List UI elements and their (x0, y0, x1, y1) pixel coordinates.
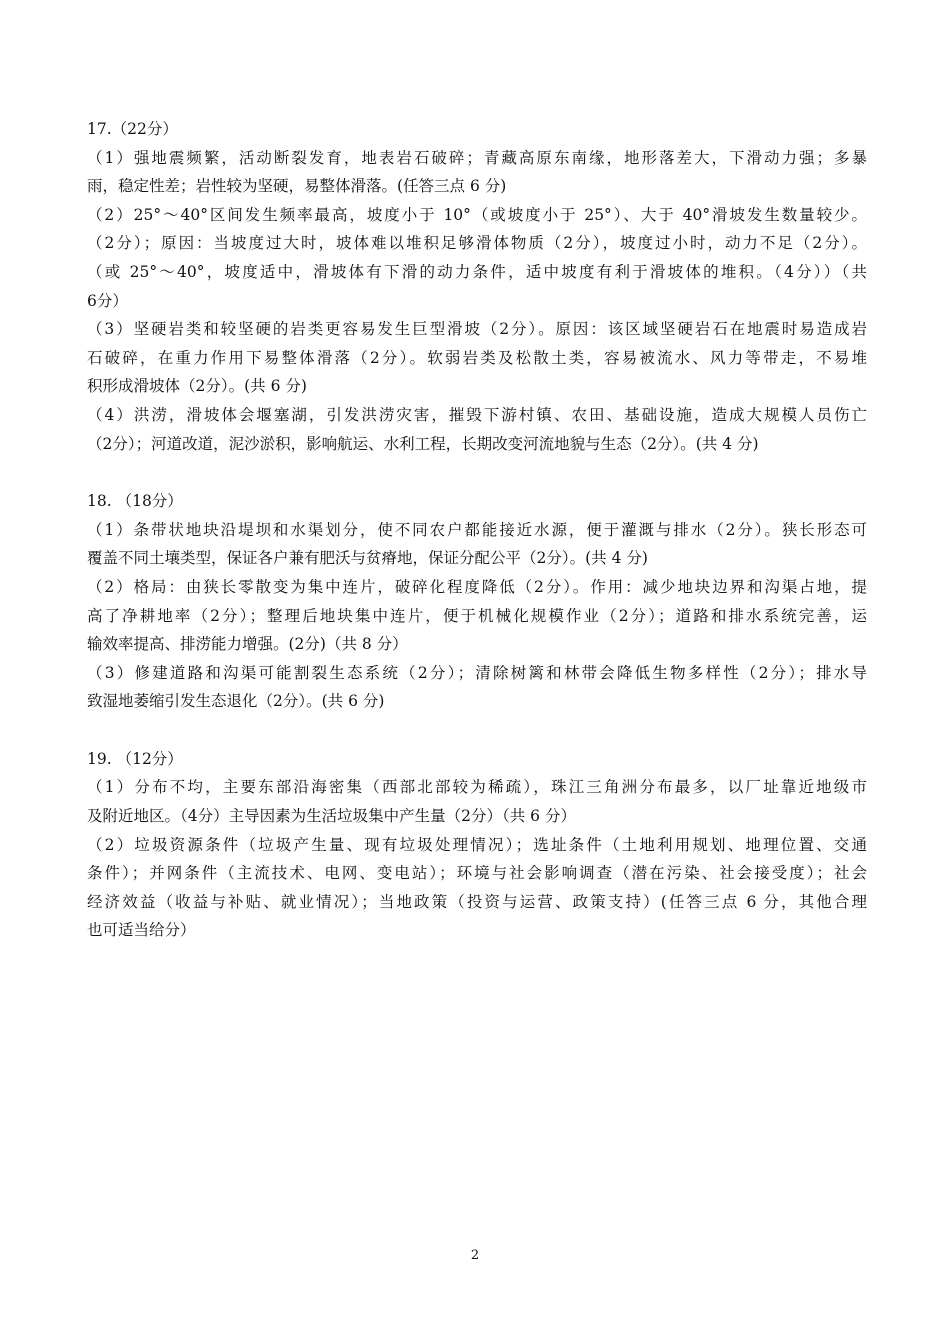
text-line: （1）条带状地块沿堤坝和水渠划分，使不同农户都能接近水源，便于灌溉与排水（2分）。狭长形态可 (87, 520, 867, 539)
text-line: 经济效益（收益与补贴、就业情况）；当地政策（投资与运营、政策支持）(任答三点 6 分，其他合理 (87, 892, 867, 911)
answer-paragraph (87, 516, 867, 573)
text-line: 高了净耕地率（2分）；整理后地块集中连片，便于机械化规模作业（2分）；道路和排水系统完善，运 (87, 606, 867, 625)
page-number: 2 (470, 1248, 480, 1263)
spacer (87, 458, 867, 487)
text-line: 石破碎，在重力作用下易整体滑落（2分）。软弱岩类及松散土类，容易被流水、风力等带走，不易堆 (87, 348, 867, 367)
answer-paragraph (87, 201, 867, 315)
text-line: 也可适当给分） (87, 921, 196, 940)
text-line: （2）格局：由狭长零散变为集中连片，破碎化程度降低（2分）。作用：减少地块边界和沟渠占地，提 (87, 577, 867, 596)
question-17 (87, 115, 867, 458)
text-line: （2）垃圾资源条件（垃圾产生量、现有垃圾处理情况）；选址条件（土地利用规划、地理位置、交通 (87, 835, 867, 854)
text-line: 条件）；并网条件（主流技术、电网、变电站）；环境与社会影响调查（潜在污染、社会接受度）；社会 (87, 864, 867, 883)
answer-paragraph (87, 315, 867, 401)
answer-content (87, 115, 867, 945)
text-line: （2分）；河道改道，泥沙淤积，影响航运、水利工程，长期改变河流地貌与生态（2分）。(共 4 分) (87, 434, 759, 453)
text-line: 致湿地萎缩引发生态退化（2分）。(共 6 分) (87, 692, 385, 711)
text-line: 雨，稳定性差；岩性较为坚硬，易整体滑落。(任答三点 6 分) (87, 177, 507, 196)
answer-paragraph (87, 144, 867, 201)
question-18 (87, 487, 867, 716)
answer-paragraph (87, 831, 867, 945)
answer-paragraph (87, 401, 867, 458)
answer-paragraph (87, 773, 867, 830)
question-header: 19. （12分） (87, 749, 183, 768)
question-19 (87, 745, 867, 945)
spacer (87, 716, 867, 745)
question-header: 18. （18分） (87, 492, 183, 511)
text-line: （3）修建道路和沟渠可能割裂生态系统（2分）；清除树篱和林带会降低生物多样性（2分）；排水导 (87, 663, 867, 682)
text-line: （1）强地震频繁，活动断裂发育，地表岩石破碎；青藏高原东南缘，地形落差大，下滑动力强；多暴 (87, 148, 867, 167)
text-line: （2）25°～40°区间发生频率最高，坡度小于 10°（或坡度小于 25°）、大于 40°滑坡发生数量较少。 (87, 205, 867, 224)
text-line: （3）坚硬岩类和较坚硬的岩类更容易发生巨型滑坡（2分）。原因：该区域坚硬岩石在地震时易造成岩 (87, 320, 867, 339)
text-line: （1）分布不均，主要东部沿海密集（西部北部较为稀疏），珠江三角洲分布最多，以厂址靠近地级市 (87, 778, 867, 797)
text-line: 6分） (87, 291, 128, 310)
answer-paragraph (87, 659, 867, 716)
text-line: 覆盖不同土壤类型，保证各户兼有肥沃与贫瘠地，保证分配公平（2分）。(共 4 分) (87, 549, 648, 568)
text-line: （或 25°～40°，坡度适中，滑坡体有下滑的动力条件，适中坡度有利于滑坡体的堆积。（4分））（共 (87, 262, 867, 281)
text-line: 输效率提高、排涝能力增强。(2分)（共 8 分） (87, 635, 408, 654)
text-line: （4）洪涝，滑坡体会堰塞湖，引发洪涝灾害，摧毁下游村镇、农田、基础设施，造成大规模人员伤亡 (87, 405, 867, 424)
answer-paragraph (87, 573, 867, 659)
text-line: 积形成滑坡体（2分）。(共 6 分) (87, 377, 307, 396)
text-line: （2分）；原因：当坡度过大时，坡体难以堆积足够滑体物质（2分），坡度过小时，动力不足（2分）。 (87, 234, 867, 253)
question-header: 17.（22分） (87, 120, 178, 138)
text-line: 及附近地区。（4分）主导因素为生活垃圾集中产生量（2分）（共 6 分） (87, 807, 576, 826)
